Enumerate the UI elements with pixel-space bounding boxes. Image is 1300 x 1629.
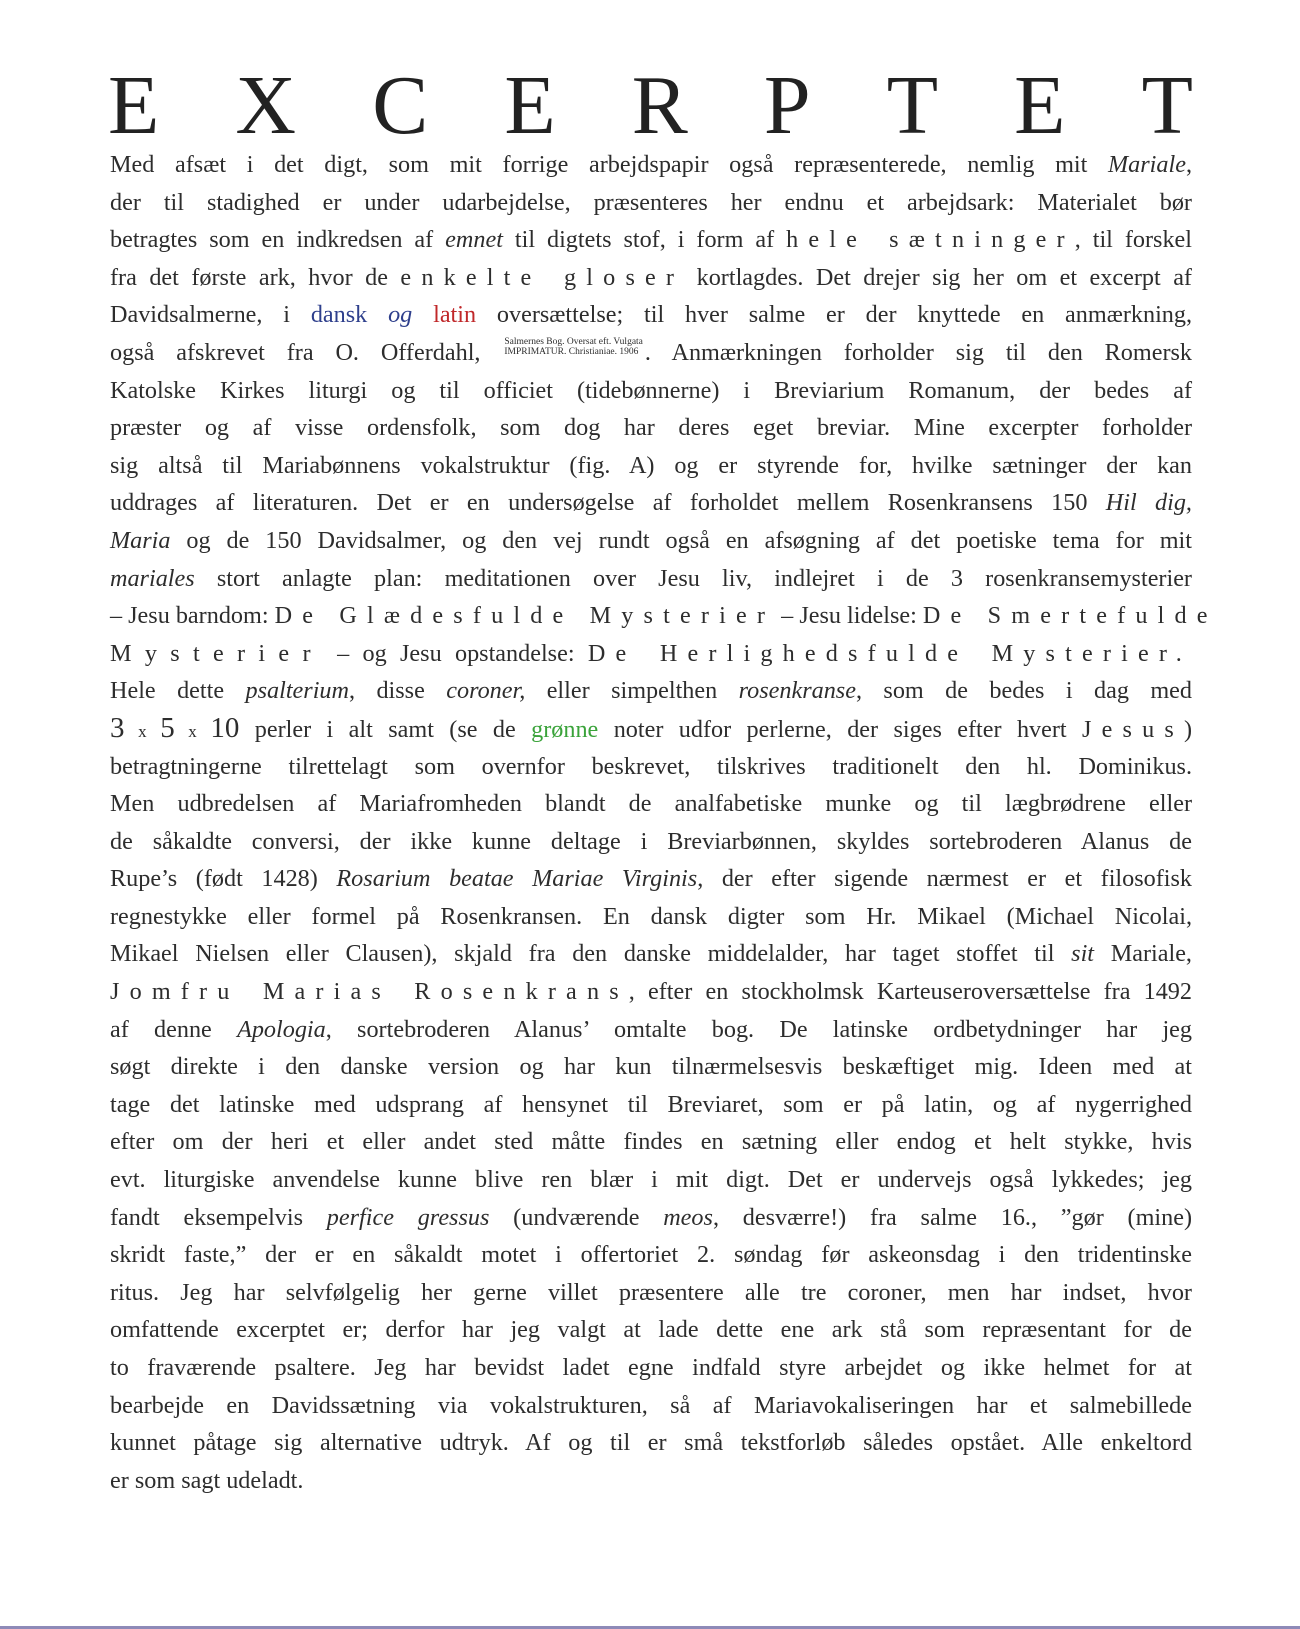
- title-letter: E: [108, 59, 160, 152]
- text-line: Hele dette psalterium, disse coroner, eller simpelthen rosenkranse, som de bedes i dag med: [110, 677, 1192, 705]
- text-line: der til stadighed er under udarbejdelse, præsenteres her endnu et arbejdsark: Materialet bør: [110, 188, 1192, 216]
- text-line: kunnet påtage sig alternative udtryk. Af og til er små tekstforløb således opstået. Alle enkeltord: [110, 1429, 1192, 1457]
- title-letter: E: [1014, 59, 1066, 152]
- text-line: Maria og de 150 Davidsalmer, og den vej rundt også en afsøgning af det poetiske tema for mit: [110, 526, 1192, 554]
- text-line: de såkaldte conversi, der ikke kunne deltage i Breviarbønnen, skyldes sortebroderen Alanus de: [110, 827, 1192, 855]
- spaced-text: De Smertefulde: [922, 602, 1218, 630]
- spaced-text: De Herlighedsfulde Mysterier.: [587, 639, 1192, 667]
- title-letter: X: [235, 59, 297, 152]
- text-line: Rupe’s (født 1428) Rosarium beatae Mariae Virginis, der efter sigende nærmest er et filosofisk: [110, 865, 1193, 893]
- title-letter: E: [504, 59, 556, 152]
- text-line: fandt eksempelvis perfice gressus (undværende meos, desværre!) fra salme 16., ”gør (mine): [110, 1203, 1192, 1231]
- text-line: evt. liturgiske anvendelse kunne blive ren blær i mit digt. Det er undervejs også lykkedes; jeg: [110, 1166, 1192, 1194]
- text-line: søgt direkte i den danske version og har kun tilnærmelsesvis beskæftiget mig. Ideen med at: [110, 1053, 1192, 1081]
- spaced-text: enkelte gloser: [400, 263, 685, 291]
- text-line: Davidsalmerne, i dansk og latin oversættelse; til hver salme er der knyttede en anmærkning,: [110, 301, 1193, 329]
- text-line: regnestykke eller formel på Rosenkransen. En dansk digter som Hr. Mikael (Michael Nicolai,: [110, 902, 1192, 930]
- text-line: omfattende excerptet er; derfor har jeg valgt at lade dette ene ark stå som repræsentant for de: [110, 1316, 1192, 1344]
- dansk-word: dansk: [310, 301, 368, 329]
- page-title: [108, 59, 1193, 152]
- spaced-text: De Glædesfulde Mysterier: [274, 602, 776, 630]
- text-line: også afskrevet fra O. Offerdahl, Salmernes Bog. Oversat eft. Vulgata IMPRIMATUR. Christianiae. 1906 . Anmærkningen forholder sig til den Romersk: [110, 336, 1193, 366]
- citation-note: Salmernes Bog. Oversat eft. Vulgata IMPRIMATUR. Christianiae. 1906: [504, 336, 643, 357]
- text-line: efter om der heri et eller andet sted måtte findes en sætning eller endog et helt stykke, hvis: [110, 1128, 1192, 1156]
- text-line: er som sagt udeladt.: [110, 1466, 304, 1494]
- text-line: skridt faste,” der er en såkaldt motet i offertoriet 2. søndag før askeonsdag i den tridentinske: [110, 1241, 1192, 1269]
- text-line: Katolske Kirkes liturgi og til officiet (tidebønnerne) i Breviarium Romanum, der bedes af: [110, 376, 1192, 404]
- text-line: betragtningerne tilrettelagt som overnfor beskrevet, tilskrives traditionelt den hl. Dominikus.: [110, 752, 1192, 780]
- text-line: Mysterier – og Jesu opstandelse: De Herlighedsfulde Mysterier.: [110, 639, 1192, 667]
- text-line: fra det første ark, hvor de enkelte gloser kortlagdes. Det drejer sig her om et excerpt af: [110, 263, 1192, 291]
- title-letter: P: [763, 59, 811, 152]
- text-line: – Jesu barndom: De Glædesfulde Mysterier – Jesu lidelse: De Smertefulde: [110, 602, 1218, 630]
- text-line: bearbejde en Davidssætning via vokalstrukturen, så af Mariavokaliseringen har et salmebillede: [110, 1391, 1192, 1419]
- gronne-word: grønne: [531, 715, 599, 743]
- spaced-text: Jesus: [1082, 715, 1184, 743]
- body-text: [110, 146, 1218, 1499]
- text-line: præster og af visse ordensfolk, som dog har deres eget breviar. Mine excerpter forholder: [110, 414, 1192, 442]
- title-letter: R: [631, 59, 688, 152]
- spaced-text: hele sætninger: [786, 226, 1075, 254]
- text-line: sig altså til Mariabønnens vokalstruktur (fig. A) og er styrende for, hvilke sætninger der kan: [110, 451, 1192, 479]
- text-line: af denne Apologia, sortebroderen Alanus’ omtalte bog. De latinske ordbetydninger har jeg: [110, 1015, 1192, 1043]
- text-line: Med afsæt i det digt, som mit forrige arbejdspapir også repræsenterede, nemlig mit Mariale,: [110, 151, 1192, 178]
- text-line: Jomfru Marias Rosenkrans, efter en stockholmsk Karteuseroversættelse fra 1492: [110, 978, 1192, 1006]
- text-line: mariales stort anlagte plan: meditationen over Jesu liv, indlejret i de 3 rosenkransemysterier: [110, 564, 1192, 592]
- text-line: Mikael Nielsen eller Clausen), skjald fra den danske middelalder, har taget stoffet til sit Mariale,: [110, 940, 1192, 968]
- text-line: uddrages af literaturen. Det er en undersøgelse af forholdet mellem Rosenkransens 150 Hil dig,: [110, 489, 1192, 517]
- title-letter: C: [372, 59, 429, 152]
- text-line: Men udbredelsen af Mariafromheden blandt de analfabetiske munke og til lægbrødrene eller: [110, 790, 1192, 818]
- spaced-text: Jomfru Marias Rosenkrans: [110, 978, 629, 1006]
- text-line: tage det latinske med udsprang af hensynet til Breviaret, som er på latin, og af nygerrighed: [110, 1090, 1192, 1118]
- spaced-text: Mysterier: [110, 639, 324, 667]
- title-letter: T: [1141, 59, 1193, 152]
- text-line: ritus. Jeg har selvfølgelig her gerne villet præsentere alle tre coroner, men har indset, hvor: [110, 1278, 1192, 1306]
- title-letter: T: [886, 59, 939, 152]
- text-line: 3 x 5 x 10 perler i alt samt (se de grønne noter udfor perlerne, der siges efter hvert Jesus): [110, 711, 1192, 744]
- text-line: betragtes som en indkredsen af emnet til digtets stof, i form af hele sætninger, til forskel: [110, 226, 1193, 254]
- latin-word: latin: [433, 301, 477, 329]
- text-line: to fraværende psaltere. Jeg har bevidst ladet egne indfald styre arbejdet og ikke helmet for at: [110, 1354, 1192, 1381]
